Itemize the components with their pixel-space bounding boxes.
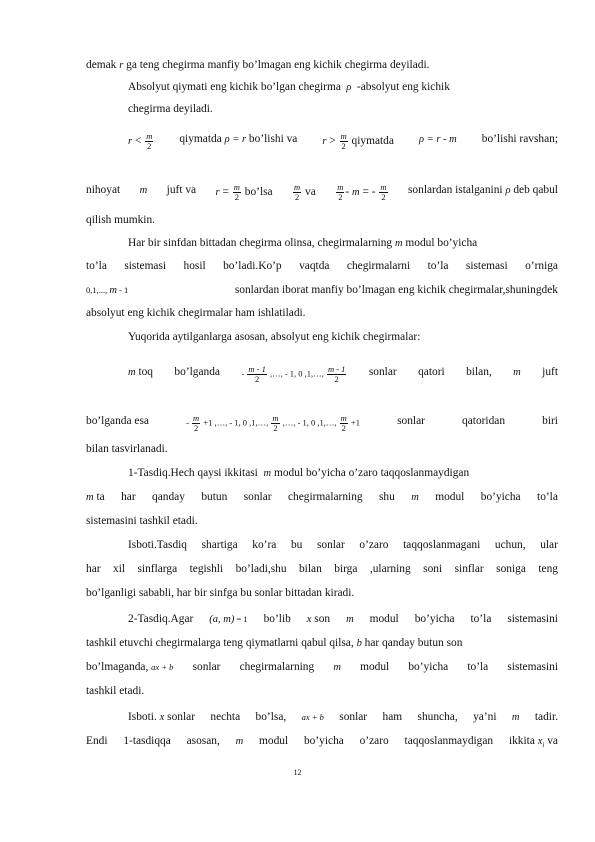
line-21: 2-Tasdiq.Agar (a, m) = 1 bo’lib x son m modul bo’yicha to’la sistemasini [128, 613, 558, 625]
line-25: Isboti. x sonlar nechta bo’lsa, ax + b sonlar ham shuncha, ya’ni m tadir. [128, 711, 558, 723]
line-23: bo’lmaganda, ax + b sonlar chegirmalarning m modul bo’yicha to’la sistemasini [86, 661, 558, 673]
line-8: to’la sistemasi hosil bo’ladi.Ko’p vaqtda chegirmalarni to’la sistemasi o’rniga [86, 260, 558, 272]
line-11: Yuqorida aytilganlarga asosan, absolyut eng kichik chegirmalar: [128, 331, 421, 343]
line-3: chegirma deyiladi. [128, 103, 213, 115]
line-22: tashkil etuvchi chegirmalarga teng qiymatlarni qabul qilsa, b har qanday butun son [86, 637, 463, 649]
line-5: nihoyat m juft va r = $\frac{m}{2}$ bo’lsa $\frac{m}{2}$ va $\frac{m}{2}$ - m = - $\frac{m}{2}$ sonlardan istalganini ρ deb qabul [86, 182, 558, 202]
line-26: Endi 1-tasdiqqa asosan, m modul bo’yicha o’zaro taqqoslanmaydigan ikkita $x_i$ va [86, 735, 558, 750]
line-10: absolyut eng kichik chegirmalar ham ishlatiladi. [86, 307, 306, 319]
line-13: bo’lganda esa - $\frac{m}{2}$ +1 ,…, - 1, 0 ,1,…, $\frac{m}{2}$ ,…, - 1, 0 ,1,…, $\frac{m}{2}$ +1 sonlar qatoridan biri [86, 413, 558, 433]
line-14: bilan tasvirlanadi. [86, 443, 168, 455]
line-1: demak r ga teng chegirma manfiy bo’lmagan eng kichik chegirma deyiladi. [86, 59, 430, 71]
line-12: m toq bo’lganda - $\frac{m - 1}{2}$ ,…, - 1, 0 ,1,…, $\frac{m - 1}{2}$ sonlar qatori bilan, m juft [128, 364, 558, 384]
line-19: har xil sinflarga tegishli bo’ladi,shu bilan birga ,ularning soni sinflar soniga teng [86, 563, 558, 575]
line-9: 0,1,..., m - 1 sonlardan iborat manfiy bo’lmagan eng kichik chegirmalar,shuningdek [86, 284, 558, 296]
line-18: Isboti.Tasdiq shartiga ko’ra bu sonlar o’zaro taqqoslanmagani uchun, ular [128, 539, 558, 551]
line-24: tashkil etadi. [86, 685, 145, 697]
line-17: sistemasini tashkil etadi. [86, 515, 198, 527]
page-number: 12 [293, 768, 302, 777]
line-16: m ta har qanday butun sonlar chegirmalarning shu m modul bo’yicha to’la [86, 491, 558, 503]
line-4: r < $\frac{m}{2}$ qiymatda ρ = r bo’lishi va r > $\frac{m}{2}$ qiymatda ρ = r - m bo’lishi ravshan; [128, 131, 558, 151]
line-7: Har bir sinfdan bittadan chegirma olinsa, chegirmalarning m modul bo’yicha [128, 237, 478, 249]
line-6: qilish mumkin. [86, 214, 155, 226]
line-20: bo’lganligi sababli, har bir sinfga bu sonlar bittadan kiradi. [86, 587, 355, 599]
line-15: 1-Tasdiq.Hech qaysi ikkitasi m modul bo’yicha o’zaro taqqoslanmaydigan [128, 467, 470, 479]
line-2: Absolyut qiymati eng kichik bo’lgan chegirma ρ -absolyut eng kichik [128, 81, 450, 93]
